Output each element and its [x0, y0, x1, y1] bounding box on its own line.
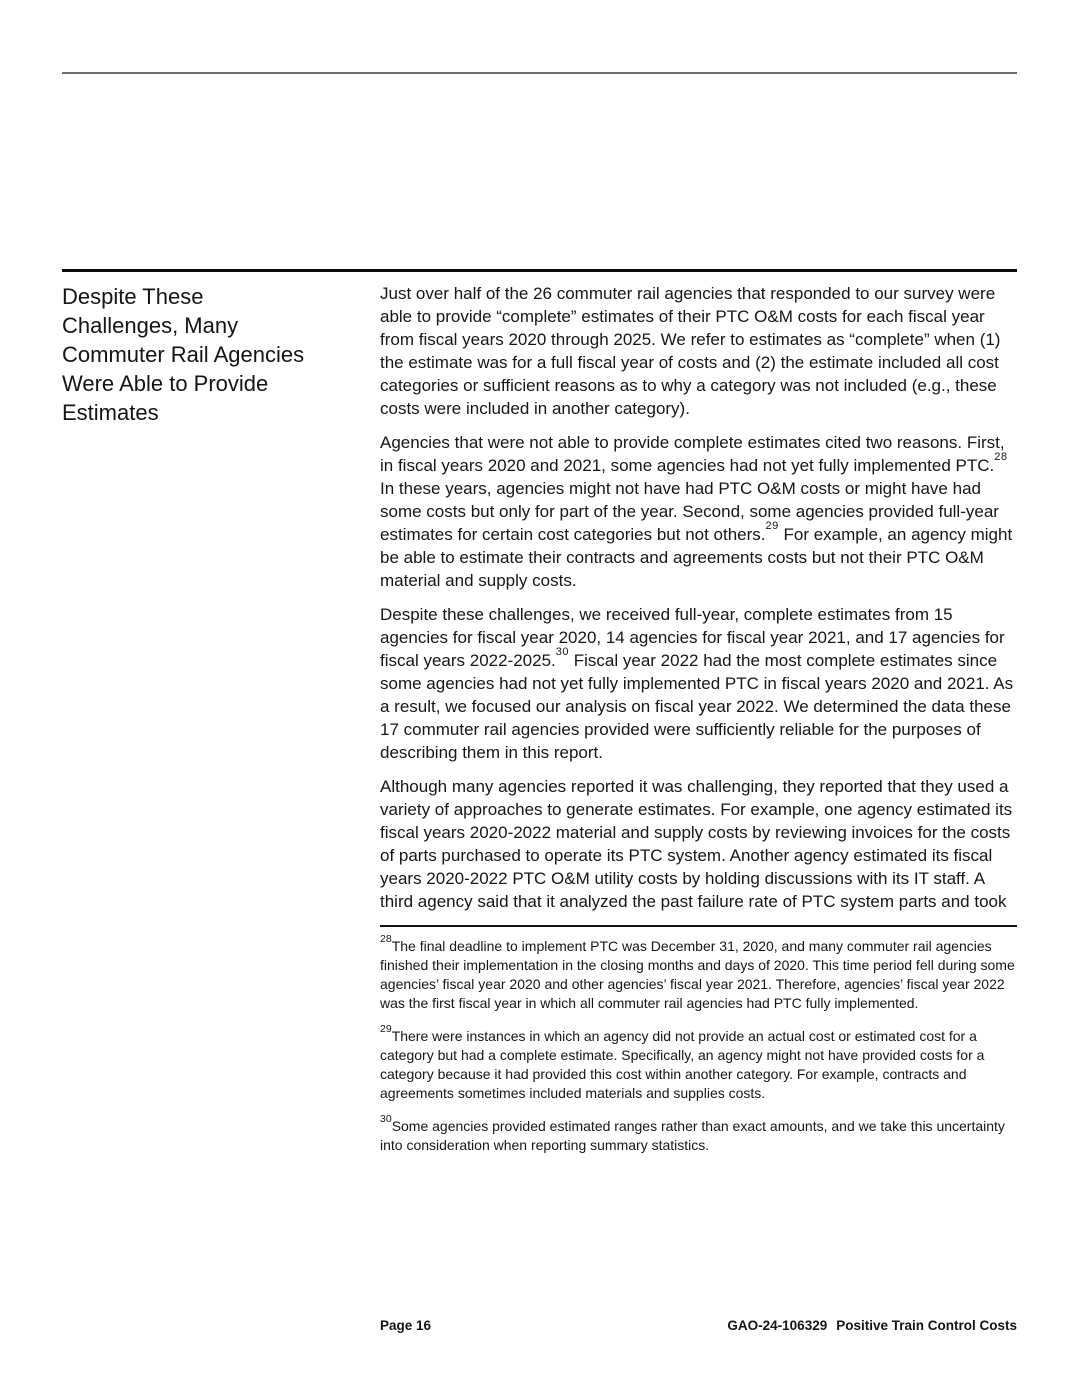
section-heading: [62, 282, 380, 427]
footnote-separator-rule: [380, 925, 1017, 927]
body-paragraph: [380, 431, 1017, 592]
heading-line: Despite These: [62, 284, 204, 309]
paragraph-text: Just over half of the 26 commuter rail agencies that responded to our survey were able to provide “complete” estimates of their PTC O&M costs for each fiscal year from fiscal years 2020 through 2025. We refer to estimates as “complete” when (1) the estimate was for a full fiscal year of costs and (2) the estimate included all cost categories or sufficient reasons as to why a category was not included (e.g., these costs were included in another category).: [380, 284, 1001, 418]
report-title: Positive Train Control Costs: [836, 1318, 1017, 1333]
footnote-text: There were instances in which an agency did not provide an actual cost or estimated cost for a category but had a complete estimate. Specifically, an agency might not have provided costs for a category because it had provided this cost within another category. For example, contracts and agreements sometimes included materials and supplies costs.: [380, 1028, 985, 1101]
page-content: [62, 269, 1017, 1169]
heading-line: Commuter Rail Agencies: [62, 342, 305, 367]
report-id: GAO-24-106329: [727, 1318, 828, 1333]
footnote-30: [380, 1113, 1017, 1155]
paragraph-text: Despite these challenges, we received full-year, complete estimates from 15 agencies for fiscal year 2020, 14 agencies for fiscal year 2021, and 17 agencies for fiscal years 2022-2025.: [380, 605, 1005, 670]
body-paragraph: [380, 603, 1017, 764]
page-footer: [380, 1318, 1017, 1333]
footnotes-section: [380, 925, 1017, 1155]
footnote-reference-30: 30: [555, 646, 570, 659]
body-paragraph: [380, 282, 1017, 420]
body-text-column: [380, 282, 1017, 1169]
header-rule: [62, 72, 1017, 74]
paragraph-text: In these years, agencies might not have had PTC O&M costs or might have had some costs but only for part of the year. Second, some agencies provided full-year estimates for certain cost categories but not others.: [380, 479, 999, 544]
footnote-reference-29: 29: [765, 520, 779, 533]
heading-line: Challenges, Many: [62, 313, 239, 338]
heading-line: Were Able to Provide: [62, 371, 269, 396]
footnote-29: [380, 1023, 1017, 1103]
footnote-text: Some agencies provided estimated ranges rather than exact amounts, and we take this uncertainty into consideration when reporting summary statistics.: [380, 1118, 1005, 1153]
two-column-layout: [62, 282, 1017, 1169]
body-paragraph: [380, 775, 1017, 913]
footnote-number: 29: [380, 1023, 392, 1036]
footnote-text: The final deadline to implement PTC was December 31, 2020, and many commuter rail agencies finished their implementation in the closing months and days of 2020. This time period fell during some agencies’ fiscal year 2020 and other agencies’ fiscal year 2021. Therefore, agencies’ fiscal year 2022 was the first fiscal year in which all commuter rail agencies had PTC fully implemented.: [380, 938, 1015, 1011]
page-number: Page 16: [380, 1318, 432, 1333]
paragraph-text: For example, an agency might be able to estimate their contracts and agreements costs but not their PTC O&M material and supply costs.: [380, 525, 1013, 590]
footnote-reference-28: 28: [994, 451, 1008, 464]
section-divider-rule: [62, 269, 1017, 272]
report-reference: [727, 1318, 1017, 1333]
paragraph-text: Agencies that were not able to provide complete estimates cited two reasons. First, in fiscal years 2020 and 2021, some agencies had not yet fully implemented PTC.: [380, 433, 1005, 475]
side-heading-column: [62, 282, 380, 1169]
footnote-number: 30: [380, 1113, 392, 1126]
footnote-28: [380, 933, 1017, 1013]
paragraph-text: Fiscal year 2022 had the most complete estimates since some agencies had not yet fully implemented PTC in fiscal years 2020 and 2021. As a result, we focused our analysis on fiscal year 2022. We determined the data these 17 commuter rail agencies provided were sufficiently reliable for the purposes of describing them in this report.: [380, 651, 1014, 762]
paragraph-text: Although many agencies reported it was challenging, they reported that they used a variety of approaches to generate estimates. For example, one agency estimated its fiscal years 2020-2022 material and supply costs by reviewing invoices for the costs of parts purchased to operate its PTC system. Another agency estimated its fiscal years 2020-2022 PTC O&M utility costs by holding discussions with its IT staff. A third agency said that it analyzed the past failure rate of PTC system parts and took: [380, 777, 1013, 911]
footnote-number: 28: [380, 933, 392, 946]
heading-line: Estimates: [62, 400, 159, 425]
